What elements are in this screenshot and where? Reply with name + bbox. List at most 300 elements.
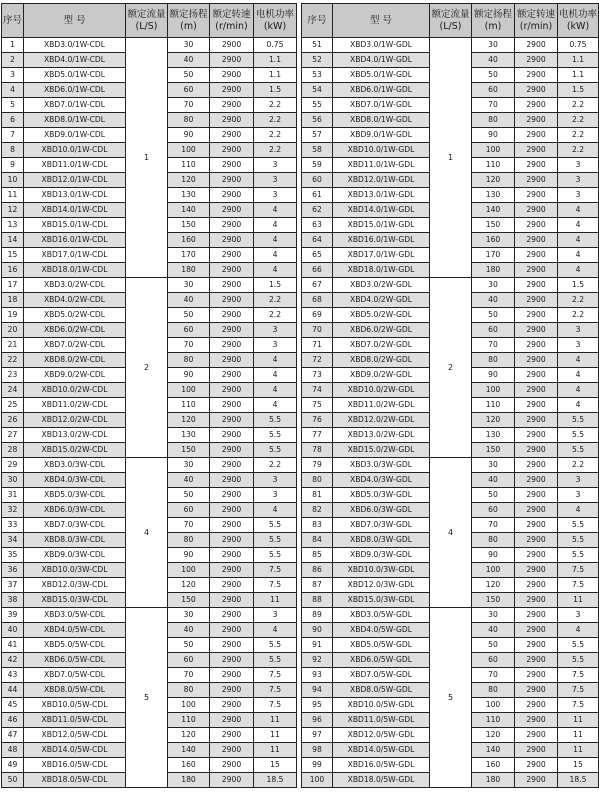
speed-cell: 2900 bbox=[515, 578, 558, 593]
speed-cell: 2900 bbox=[210, 218, 254, 233]
model-cell: XBD4.0/1W-CDL bbox=[24, 53, 126, 68]
model-cell: XBD16.0/1W-CDL bbox=[24, 233, 126, 248]
speed-cell: 2900 bbox=[210, 398, 254, 413]
power-cell: 1.5 bbox=[254, 83, 297, 98]
head-cell: 140 bbox=[472, 743, 515, 758]
speed-cell: 2900 bbox=[210, 323, 254, 338]
row-number: 78 bbox=[302, 443, 333, 458]
model-cell: XBD6.0/2W-GDL bbox=[333, 323, 430, 338]
speed-cell: 2900 bbox=[210, 728, 254, 743]
head-cell: 80 bbox=[472, 113, 515, 128]
model-cell: XBD8.0/1W-GDL bbox=[333, 113, 430, 128]
power-cell: 4 bbox=[558, 368, 599, 383]
row-number: 8 bbox=[2, 143, 24, 158]
row-number: 98 bbox=[302, 743, 333, 758]
model-cell: XBD12.0/5W-CDL bbox=[24, 728, 126, 743]
head-cell: 80 bbox=[472, 353, 515, 368]
power-cell: 2.2 bbox=[254, 98, 297, 113]
row-number: 100 bbox=[302, 773, 333, 788]
row-number: 96 bbox=[302, 713, 333, 728]
header-speed: 额定转速 (r/min) bbox=[210, 4, 254, 38]
power-cell: 7.5 bbox=[254, 563, 297, 578]
row-number: 61 bbox=[302, 188, 333, 203]
model-cell: XBD12.0/1W-CDL bbox=[24, 173, 126, 188]
row-number: 16 bbox=[2, 263, 24, 278]
head-cell: 30 bbox=[472, 278, 515, 293]
row-number: 27 bbox=[2, 428, 24, 443]
speed-cell: 2900 bbox=[515, 698, 558, 713]
power-cell: 7.5 bbox=[254, 683, 297, 698]
speed-cell: 2900 bbox=[210, 278, 254, 293]
power-cell: 7.5 bbox=[558, 668, 599, 683]
model-cell: XBD3.0/5W-CDL bbox=[24, 608, 126, 623]
head-cell: 130 bbox=[472, 188, 515, 203]
power-cell: 4 bbox=[558, 248, 599, 263]
head-cell: 120 bbox=[168, 413, 210, 428]
head-cell: 130 bbox=[168, 188, 210, 203]
power-cell: 3 bbox=[558, 323, 599, 338]
model-cell: XBD11.0/5W-CDL bbox=[24, 713, 126, 728]
power-cell: 0.75 bbox=[254, 38, 297, 53]
model-cell: XBD12.0/2W-CDL bbox=[24, 413, 126, 428]
model-cell: XBD3.0/3W-CDL bbox=[24, 458, 126, 473]
table-row bbox=[302, 38, 599, 53]
head-cell: 100 bbox=[168, 563, 210, 578]
speed-cell: 2900 bbox=[515, 53, 558, 68]
power-cell: 1.1 bbox=[254, 53, 297, 68]
flow-rate-cell: 5 bbox=[430, 608, 472, 788]
row-number: 39 bbox=[2, 608, 24, 623]
table-row bbox=[302, 458, 599, 473]
header-flow: 额定流量 (L/S) bbox=[430, 4, 472, 38]
row-number: 47 bbox=[2, 728, 24, 743]
head-cell: 50 bbox=[472, 68, 515, 83]
head-cell: 90 bbox=[168, 368, 210, 383]
row-number: 23 bbox=[2, 368, 24, 383]
row-number: 6 bbox=[2, 113, 24, 128]
model-cell: XBD8.0/3W-CDL bbox=[24, 533, 126, 548]
head-cell: 60 bbox=[472, 83, 515, 98]
speed-cell: 2900 bbox=[210, 578, 254, 593]
speed-cell: 2900 bbox=[210, 113, 254, 128]
model-cell: XBD7.0/5W-GDL bbox=[333, 668, 430, 683]
row-number: 77 bbox=[302, 428, 333, 443]
power-cell: 4 bbox=[254, 368, 297, 383]
speed-cell: 2900 bbox=[515, 458, 558, 473]
model-cell: XBD10.0/1W-CDL bbox=[24, 143, 126, 158]
head-cell: 130 bbox=[472, 428, 515, 443]
head-cell: 40 bbox=[472, 293, 515, 308]
power-cell: 4 bbox=[254, 503, 297, 518]
power-cell: 11 bbox=[254, 743, 297, 758]
head-cell: 40 bbox=[168, 53, 210, 68]
row-number: 97 bbox=[302, 728, 333, 743]
model-cell: XBD12.0/1W-GDL bbox=[333, 173, 430, 188]
power-cell: 1.5 bbox=[558, 83, 599, 98]
power-cell: 4 bbox=[254, 398, 297, 413]
row-number: 44 bbox=[2, 683, 24, 698]
speed-cell: 2900 bbox=[515, 38, 558, 53]
row-number: 10 bbox=[2, 173, 24, 188]
speed-cell: 2900 bbox=[515, 188, 558, 203]
speed-cell: 2900 bbox=[210, 533, 254, 548]
speed-cell: 2900 bbox=[515, 728, 558, 743]
power-cell: 4 bbox=[254, 203, 297, 218]
head-cell: 100 bbox=[472, 383, 515, 398]
model-cell: XBD7.0/2W-CDL bbox=[24, 338, 126, 353]
speed-cell: 2900 bbox=[210, 653, 254, 668]
speed-cell: 2900 bbox=[210, 713, 254, 728]
head-cell: 150 bbox=[168, 218, 210, 233]
header-power: 电机功率 (kW) bbox=[558, 4, 599, 38]
power-cell: 2.2 bbox=[558, 128, 599, 143]
power-cell: 4 bbox=[558, 233, 599, 248]
power-cell: 11 bbox=[254, 728, 297, 743]
model-cell: XBD8.0/3W-GDL bbox=[333, 533, 430, 548]
speed-cell: 2900 bbox=[210, 698, 254, 713]
row-number: 24 bbox=[2, 383, 24, 398]
head-cell: 120 bbox=[472, 728, 515, 743]
model-cell: XBD9.0/2W-GDL bbox=[333, 368, 430, 383]
model-cell: XBD6.0/1W-GDL bbox=[333, 83, 430, 98]
speed-cell: 2900 bbox=[515, 203, 558, 218]
row-number: 40 bbox=[2, 623, 24, 638]
header-no: 序号 bbox=[302, 4, 333, 38]
model-cell: XBD10.0/5W-GDL bbox=[333, 698, 430, 713]
row-number: 62 bbox=[302, 203, 333, 218]
model-cell: XBD4.0/5W-CDL bbox=[24, 623, 126, 638]
power-cell: 5.5 bbox=[558, 533, 599, 548]
model-cell: XBD10.0/2W-GDL bbox=[333, 383, 430, 398]
speed-cell: 2900 bbox=[515, 158, 558, 173]
speed-cell: 2900 bbox=[515, 638, 558, 653]
model-cell: XBD18.0/1W-GDL bbox=[333, 263, 430, 278]
speed-cell: 2900 bbox=[515, 98, 558, 113]
row-number: 15 bbox=[2, 248, 24, 263]
row-number: 26 bbox=[2, 413, 24, 428]
model-cell: XBD5.0/2W-GDL bbox=[333, 308, 430, 323]
speed-cell: 2900 bbox=[515, 353, 558, 368]
power-cell: 3 bbox=[254, 608, 297, 623]
power-cell: 3 bbox=[254, 488, 297, 503]
head-cell: 100 bbox=[472, 143, 515, 158]
table-row bbox=[2, 458, 297, 473]
head-cell: 140 bbox=[168, 203, 210, 218]
model-cell: XBD14.0/1W-GDL bbox=[333, 203, 430, 218]
spec-table-right bbox=[301, 3, 599, 788]
model-cell: XBD5.0/5W-GDL bbox=[333, 638, 430, 653]
power-cell: 4 bbox=[254, 353, 297, 368]
model-cell: XBD4.0/5W-GDL bbox=[333, 623, 430, 638]
row-number: 72 bbox=[302, 353, 333, 368]
model-cell: XBD7.0/3W-GDL bbox=[333, 518, 430, 533]
model-cell: XBD14.0/5W-CDL bbox=[24, 743, 126, 758]
head-cell: 30 bbox=[168, 38, 210, 53]
model-cell: XBD18.0/1W-CDL bbox=[24, 263, 126, 278]
power-cell: 3 bbox=[558, 338, 599, 353]
power-cell: 3 bbox=[254, 473, 297, 488]
speed-cell: 2900 bbox=[515, 683, 558, 698]
speed-cell: 2900 bbox=[515, 758, 558, 773]
row-number: 94 bbox=[302, 683, 333, 698]
power-cell: 7.5 bbox=[558, 698, 599, 713]
model-cell: XBD3.0/1W-CDL bbox=[24, 38, 126, 53]
model-cell: XBD16.0/5W-CDL bbox=[24, 758, 126, 773]
speed-cell: 2900 bbox=[210, 683, 254, 698]
speed-cell: 2900 bbox=[515, 323, 558, 338]
power-cell: 4 bbox=[558, 263, 599, 278]
head-cell: 110 bbox=[168, 398, 210, 413]
model-cell: XBD3.0/5W-GDL bbox=[333, 608, 430, 623]
model-cell: XBD13.0/1W-CDL bbox=[24, 188, 126, 203]
head-cell: 90 bbox=[472, 128, 515, 143]
row-number: 57 bbox=[302, 128, 333, 143]
model-cell: XBD16.0/1W-GDL bbox=[333, 233, 430, 248]
model-cell: XBD3.0/2W-GDL bbox=[333, 278, 430, 293]
power-cell: 3 bbox=[254, 338, 297, 353]
speed-cell: 2900 bbox=[210, 758, 254, 773]
row-number: 12 bbox=[2, 203, 24, 218]
speed-cell: 2900 bbox=[515, 548, 558, 563]
speed-cell: 2900 bbox=[210, 233, 254, 248]
row-number: 17 bbox=[2, 278, 24, 293]
speed-cell: 2900 bbox=[515, 278, 558, 293]
speed-cell: 2900 bbox=[210, 473, 254, 488]
power-cell: 2.2 bbox=[558, 113, 599, 128]
head-cell: 60 bbox=[168, 323, 210, 338]
power-cell: 2.2 bbox=[254, 458, 297, 473]
row-number: 60 bbox=[302, 173, 333, 188]
spec-table-left bbox=[1, 3, 297, 788]
speed-cell: 2900 bbox=[515, 488, 558, 503]
head-cell: 100 bbox=[472, 563, 515, 578]
row-number: 73 bbox=[302, 368, 333, 383]
power-cell: 2.2 bbox=[254, 293, 297, 308]
power-cell: 5.5 bbox=[254, 443, 297, 458]
row-number: 51 bbox=[302, 38, 333, 53]
row-number: 58 bbox=[302, 143, 333, 158]
head-cell: 50 bbox=[472, 308, 515, 323]
table-header-row bbox=[302, 4, 599, 38]
speed-cell: 2900 bbox=[515, 383, 558, 398]
row-number: 25 bbox=[2, 398, 24, 413]
row-number: 90 bbox=[302, 623, 333, 638]
power-cell: 5.5 bbox=[254, 428, 297, 443]
speed-cell: 2900 bbox=[210, 383, 254, 398]
model-cell: XBD3.0/3W-GDL bbox=[333, 458, 430, 473]
speed-cell: 2900 bbox=[210, 158, 254, 173]
row-number: 14 bbox=[2, 233, 24, 248]
speed-cell: 2900 bbox=[210, 368, 254, 383]
power-cell: 3 bbox=[558, 158, 599, 173]
head-cell: 120 bbox=[168, 728, 210, 743]
model-cell: XBD6.0/3W-GDL bbox=[333, 503, 430, 518]
speed-cell: 2900 bbox=[210, 188, 254, 203]
row-number: 22 bbox=[2, 353, 24, 368]
head-cell: 160 bbox=[472, 758, 515, 773]
speed-cell: 2900 bbox=[515, 248, 558, 263]
row-number: 59 bbox=[302, 158, 333, 173]
speed-cell: 2900 bbox=[210, 563, 254, 578]
power-cell: 0.75 bbox=[558, 38, 599, 53]
row-number: 37 bbox=[2, 578, 24, 593]
row-number: 91 bbox=[302, 638, 333, 653]
power-cell: 5.5 bbox=[558, 548, 599, 563]
power-cell: 4 bbox=[254, 263, 297, 278]
row-number: 99 bbox=[302, 758, 333, 773]
head-cell: 40 bbox=[168, 623, 210, 638]
power-cell: 2.2 bbox=[558, 143, 599, 158]
flow-rate-cell: 2 bbox=[430, 278, 472, 458]
row-number: 79 bbox=[302, 458, 333, 473]
power-cell: 2.2 bbox=[558, 458, 599, 473]
power-cell: 11 bbox=[558, 713, 599, 728]
row-number: 93 bbox=[302, 668, 333, 683]
head-cell: 150 bbox=[472, 218, 515, 233]
head-cell: 50 bbox=[168, 488, 210, 503]
model-cell: XBD5.0/3W-CDL bbox=[24, 488, 126, 503]
row-number: 49 bbox=[2, 758, 24, 773]
model-cell: XBD10.0/3W-GDL bbox=[333, 563, 430, 578]
model-cell: XBD4.0/1W-GDL bbox=[333, 53, 430, 68]
speed-cell: 2900 bbox=[515, 368, 558, 383]
row-number: 68 bbox=[302, 293, 333, 308]
head-cell: 130 bbox=[168, 428, 210, 443]
model-cell: XBD3.0/2W-CDL bbox=[24, 278, 126, 293]
speed-cell: 2900 bbox=[515, 428, 558, 443]
row-number: 4 bbox=[2, 83, 24, 98]
head-cell: 110 bbox=[168, 158, 210, 173]
model-cell: XBD12.0/3W-CDL bbox=[24, 578, 126, 593]
row-number: 7 bbox=[2, 128, 24, 143]
head-cell: 80 bbox=[168, 533, 210, 548]
row-number: 38 bbox=[2, 593, 24, 608]
head-cell: 40 bbox=[472, 473, 515, 488]
head-cell: 70 bbox=[472, 98, 515, 113]
power-cell: 5.5 bbox=[254, 653, 297, 668]
power-cell: 15 bbox=[558, 758, 599, 773]
head-cell: 120 bbox=[472, 413, 515, 428]
speed-cell: 2900 bbox=[210, 68, 254, 83]
power-cell: 2.2 bbox=[558, 308, 599, 323]
head-cell: 40 bbox=[168, 293, 210, 308]
head-cell: 50 bbox=[168, 68, 210, 83]
head-cell: 100 bbox=[168, 383, 210, 398]
model-cell: XBD8.0/2W-GDL bbox=[333, 353, 430, 368]
row-number: 69 bbox=[302, 308, 333, 323]
row-number: 86 bbox=[302, 563, 333, 578]
model-cell: XBD4.0/3W-GDL bbox=[333, 473, 430, 488]
power-cell: 11 bbox=[558, 728, 599, 743]
head-cell: 120 bbox=[472, 173, 515, 188]
speed-cell: 2900 bbox=[515, 668, 558, 683]
header-head: 额定扬程 (m) bbox=[168, 4, 210, 38]
model-cell: XBD9.0/3W-CDL bbox=[24, 548, 126, 563]
head-cell: 30 bbox=[472, 38, 515, 53]
model-cell: XBD9.0/1W-GDL bbox=[333, 128, 430, 143]
head-cell: 100 bbox=[168, 143, 210, 158]
power-cell: 3 bbox=[254, 188, 297, 203]
speed-cell: 2900 bbox=[210, 38, 254, 53]
head-cell: 110 bbox=[472, 398, 515, 413]
model-cell: XBD9.0/3W-GDL bbox=[333, 548, 430, 563]
speed-cell: 2900 bbox=[210, 518, 254, 533]
head-cell: 90 bbox=[472, 548, 515, 563]
head-cell: 180 bbox=[168, 773, 210, 788]
power-cell: 4 bbox=[558, 383, 599, 398]
row-number: 19 bbox=[2, 308, 24, 323]
power-cell: 7.5 bbox=[558, 578, 599, 593]
model-cell: XBD10.0/3W-CDL bbox=[24, 563, 126, 578]
speed-cell: 2900 bbox=[210, 503, 254, 518]
power-cell: 5.5 bbox=[254, 638, 297, 653]
model-cell: XBD5.0/5W-CDL bbox=[24, 638, 126, 653]
head-cell: 90 bbox=[168, 128, 210, 143]
model-cell: XBD13.0/1W-GDL bbox=[333, 188, 430, 203]
power-cell: 11 bbox=[558, 743, 599, 758]
power-cell: 4 bbox=[254, 248, 297, 263]
speed-cell: 2900 bbox=[210, 743, 254, 758]
model-cell: XBD10.0/1W-GDL bbox=[333, 143, 430, 158]
speed-cell: 2900 bbox=[515, 398, 558, 413]
speed-cell: 2900 bbox=[515, 263, 558, 278]
row-number: 5 bbox=[2, 98, 24, 113]
speed-cell: 2900 bbox=[515, 173, 558, 188]
speed-cell: 2900 bbox=[515, 713, 558, 728]
row-number: 34 bbox=[2, 533, 24, 548]
table-header-row bbox=[2, 4, 297, 38]
row-number: 2 bbox=[2, 53, 24, 68]
model-cell: XBD5.0/1W-GDL bbox=[333, 68, 430, 83]
row-number: 43 bbox=[2, 668, 24, 683]
speed-cell: 2900 bbox=[210, 83, 254, 98]
row-number: 55 bbox=[302, 98, 333, 113]
head-cell: 180 bbox=[472, 263, 515, 278]
speed-cell: 2900 bbox=[210, 263, 254, 278]
speed-cell: 2900 bbox=[210, 428, 254, 443]
model-cell: XBD8.0/1W-CDL bbox=[24, 113, 126, 128]
power-cell: 4 bbox=[254, 623, 297, 638]
header-no: 序号 bbox=[2, 4, 24, 38]
row-number: 32 bbox=[2, 503, 24, 518]
head-cell: 160 bbox=[168, 233, 210, 248]
speed-cell: 2900 bbox=[515, 773, 558, 788]
speed-cell: 2900 bbox=[515, 338, 558, 353]
row-number: 65 bbox=[302, 248, 333, 263]
flow-rate-cell: 1 bbox=[126, 38, 168, 278]
power-cell: 15 bbox=[254, 758, 297, 773]
model-cell: XBD14.0/5W-GDL bbox=[333, 743, 430, 758]
head-cell: 70 bbox=[472, 518, 515, 533]
row-number: 28 bbox=[2, 443, 24, 458]
flow-rate-cell: 2 bbox=[126, 278, 168, 458]
head-cell: 150 bbox=[472, 593, 515, 608]
head-cell: 30 bbox=[472, 458, 515, 473]
model-cell: XBD7.0/1W-CDL bbox=[24, 98, 126, 113]
power-cell: 11 bbox=[254, 713, 297, 728]
speed-cell: 2900 bbox=[515, 113, 558, 128]
head-cell: 50 bbox=[472, 638, 515, 653]
power-cell: 18.5 bbox=[558, 773, 599, 788]
row-number: 35 bbox=[2, 548, 24, 563]
speed-cell: 2900 bbox=[210, 203, 254, 218]
row-number: 20 bbox=[2, 323, 24, 338]
speed-cell: 2900 bbox=[210, 593, 254, 608]
row-number: 41 bbox=[2, 638, 24, 653]
head-cell: 60 bbox=[472, 323, 515, 338]
table-row bbox=[302, 608, 599, 623]
model-cell: XBD4.0/2W-CDL bbox=[24, 293, 126, 308]
